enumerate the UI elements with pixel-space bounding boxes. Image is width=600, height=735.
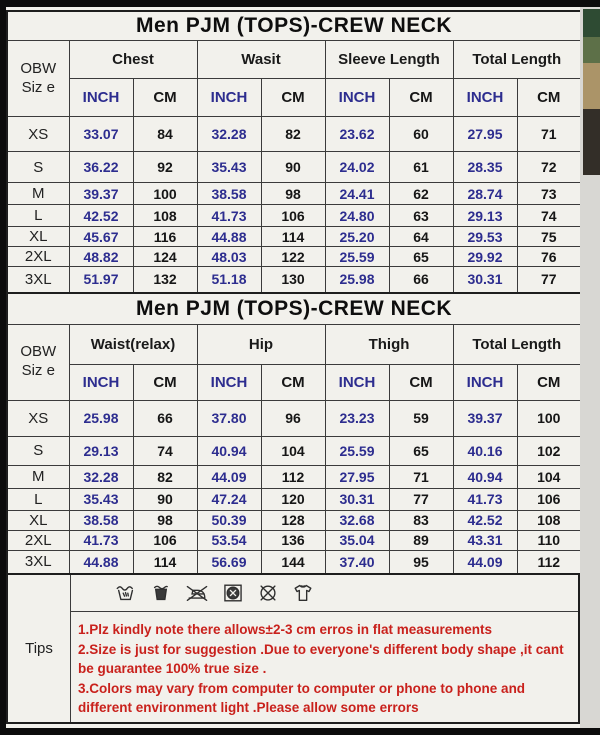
measure-cell: 84 xyxy=(133,117,197,152)
photo-strip xyxy=(580,7,600,728)
table-row xyxy=(7,227,581,247)
care-icons-row xyxy=(71,575,578,612)
measure-cell: 37.80 xyxy=(197,400,261,436)
measure-cell: 24.80 xyxy=(325,205,389,227)
table-title: Men PJM (TOPS)-CREW NECK xyxy=(7,11,581,41)
size-cell: 2XL xyxy=(7,247,69,267)
size-table-tops-upper xyxy=(6,10,582,294)
table-row xyxy=(7,510,581,530)
size-cell: XL xyxy=(7,510,69,530)
measure-cell: 51.18 xyxy=(197,267,261,293)
measure-cell: 95 xyxy=(389,550,453,574)
measure-cell: 60 xyxy=(389,117,453,152)
measure-cell: 102 xyxy=(517,436,581,465)
measure-cell: 35.43 xyxy=(69,488,133,510)
unit-header-cm: CM xyxy=(133,79,197,117)
measure-cell: 41.73 xyxy=(197,205,261,227)
photo-strip-segment xyxy=(583,109,600,175)
measure-cell: 35.43 xyxy=(197,152,261,183)
photo-strip-segment xyxy=(583,63,600,109)
measure-cell: 136 xyxy=(261,530,325,550)
measure-cell: 39.37 xyxy=(453,400,517,436)
measure-cell: 61 xyxy=(389,152,453,183)
tips-line: 3.Colors may vary from computer to computer or phone to phone and different environment light .Please allow some errors xyxy=(78,680,526,716)
measure-cell: 59 xyxy=(389,400,453,436)
measure-cell: 110 xyxy=(517,530,581,550)
unit-header-inch: INCH xyxy=(325,364,389,400)
measure-group-header: Hip xyxy=(197,324,325,364)
table-row xyxy=(7,488,581,510)
table-row xyxy=(7,465,581,488)
unit-header-cm: CM xyxy=(517,79,581,117)
measure-cell: 44.88 xyxy=(69,550,133,574)
size-cell: XL xyxy=(7,227,69,247)
measure-cell: 51.97 xyxy=(69,267,133,293)
measure-cell: 104 xyxy=(517,465,581,488)
measure-cell: 90 xyxy=(133,488,197,510)
size-column-header: OBW Siz e xyxy=(7,324,69,400)
table-row xyxy=(7,400,581,436)
measure-cell: 29.53 xyxy=(453,227,517,247)
measure-cell: 28.35 xyxy=(453,152,517,183)
measure-cell: 114 xyxy=(261,227,325,247)
measure-cell: 38.58 xyxy=(69,510,133,530)
measure-cell: 37.40 xyxy=(325,550,389,574)
measure-cell: 43.31 xyxy=(453,530,517,550)
measure-cell: 130 xyxy=(261,267,325,293)
measure-cell: 122 xyxy=(261,247,325,267)
do-not-tumble-dry-icon xyxy=(222,582,244,604)
measure-cell: 25.98 xyxy=(325,267,389,293)
unit-header-inch: INCH xyxy=(453,79,517,117)
do-not-iron-icon xyxy=(185,582,209,604)
table-row xyxy=(7,436,581,465)
measure-cell: 100 xyxy=(517,400,581,436)
measure-cell: 64 xyxy=(389,227,453,247)
unit-header-inch: INCH xyxy=(69,79,133,117)
measure-cell: 77 xyxy=(389,488,453,510)
measure-cell: 71 xyxy=(389,465,453,488)
measure-cell: 44.88 xyxy=(197,227,261,247)
table-row xyxy=(7,550,581,574)
size-cell: M xyxy=(7,183,69,205)
measure-cell: 100 xyxy=(133,183,197,205)
measure-cell: 104 xyxy=(261,436,325,465)
measure-cell: 42.52 xyxy=(69,205,133,227)
measure-group-header: Total Length xyxy=(453,41,581,79)
measure-cell: 47.24 xyxy=(197,488,261,510)
measure-cell: 108 xyxy=(517,510,581,530)
measure-group-header: Chest xyxy=(69,41,197,79)
measure-cell: 75 xyxy=(517,227,581,247)
size-chart-sheet xyxy=(6,7,580,728)
unit-header-cm: CM xyxy=(389,364,453,400)
measure-cell: 29.13 xyxy=(69,436,133,465)
measure-cell: 36.22 xyxy=(69,152,133,183)
hang-dry-icon xyxy=(292,582,314,604)
tips-section xyxy=(6,573,580,724)
measure-cell: 83 xyxy=(389,510,453,530)
size-column-header: OBW Siz e xyxy=(7,41,69,117)
measure-cell: 40.94 xyxy=(453,465,517,488)
measure-cell: 48.82 xyxy=(69,247,133,267)
size-cell: L xyxy=(7,488,69,510)
photo-strip-segment xyxy=(583,37,600,63)
measure-cell: 128 xyxy=(261,510,325,530)
measure-cell: 44.09 xyxy=(197,465,261,488)
measure-cell: 116 xyxy=(133,227,197,247)
size-cell: XS xyxy=(7,117,69,152)
table-row xyxy=(7,183,581,205)
measure-cell: 41.73 xyxy=(69,530,133,550)
measure-cell: 82 xyxy=(133,465,197,488)
wash-tub-dark-icon xyxy=(150,582,172,604)
unit-header-inch: INCH xyxy=(197,79,261,117)
table-row xyxy=(7,205,581,227)
measure-cell: 112 xyxy=(517,550,581,574)
table-row xyxy=(7,267,581,293)
measure-cell: 98 xyxy=(261,183,325,205)
measure-cell: 32.28 xyxy=(69,465,133,488)
measure-cell: 24.02 xyxy=(325,152,389,183)
size-cell: 2XL xyxy=(7,530,69,550)
measure-cell: 35.04 xyxy=(325,530,389,550)
hand-wash-icon xyxy=(115,582,137,604)
measure-cell: 25.59 xyxy=(325,436,389,465)
measure-cell: 62 xyxy=(389,183,453,205)
measure-cell: 24.41 xyxy=(325,183,389,205)
measure-cell: 73 xyxy=(517,183,581,205)
table-row xyxy=(7,117,581,152)
measure-cell: 106 xyxy=(261,205,325,227)
measure-cell: 30.31 xyxy=(453,267,517,293)
measure-cell: 82 xyxy=(261,117,325,152)
measure-cell: 98 xyxy=(133,510,197,530)
unit-header-cm: CM xyxy=(389,79,453,117)
measure-cell: 32.28 xyxy=(197,117,261,152)
measure-cell: 66 xyxy=(133,400,197,436)
measure-cell: 66 xyxy=(389,267,453,293)
table-row xyxy=(7,247,581,267)
measure-cell: 63 xyxy=(389,205,453,227)
measure-cell: 76 xyxy=(517,247,581,267)
measure-cell: 40.94 xyxy=(197,436,261,465)
unit-header-inch: INCH xyxy=(69,364,133,400)
measure-cell: 120 xyxy=(261,488,325,510)
tips-line: 2.Size is just for suggestion .Due to everyone's different body shape ,it cant be guarantee 100% true size . xyxy=(78,641,564,677)
tips-line: 1.Plz kindly note there allows±2-3 cm erros in flat measurements xyxy=(78,622,493,637)
size-cell: S xyxy=(7,436,69,465)
measure-cell: 72 xyxy=(517,152,581,183)
measure-cell: 23.62 xyxy=(325,117,389,152)
measure-cell: 45.67 xyxy=(69,227,133,247)
measure-cell: 132 xyxy=(133,267,197,293)
measure-cell: 48.03 xyxy=(197,247,261,267)
measure-cell: 96 xyxy=(261,400,325,436)
unit-header-cm: CM xyxy=(261,364,325,400)
table-title: Men PJM (TOPS)-CREW NECK xyxy=(7,293,581,325)
measure-cell: 108 xyxy=(133,205,197,227)
measure-cell: 77 xyxy=(517,267,581,293)
table-row xyxy=(7,152,581,183)
measure-cell: 33.07 xyxy=(69,117,133,152)
measure-cell: 25.20 xyxy=(325,227,389,247)
measure-cell: 41.73 xyxy=(453,488,517,510)
size-cell: 3XL xyxy=(7,550,69,574)
measure-group-header: Thigh xyxy=(325,324,453,364)
measure-cell: 32.68 xyxy=(325,510,389,530)
measure-group-header: Total Length xyxy=(453,324,581,364)
unit-header-inch: INCH xyxy=(453,364,517,400)
measure-cell: 30.31 xyxy=(325,488,389,510)
measure-cell: 40.16 xyxy=(453,436,517,465)
measure-cell: 25.59 xyxy=(325,247,389,267)
unit-header-inch: INCH xyxy=(197,364,261,400)
size-cell: 3XL xyxy=(7,267,69,293)
measure-cell: 42.52 xyxy=(453,510,517,530)
measure-cell: 27.95 xyxy=(453,117,517,152)
size-cell: XS xyxy=(7,400,69,436)
measure-cell: 71 xyxy=(517,117,581,152)
size-cell: S xyxy=(7,152,69,183)
measure-cell: 114 xyxy=(133,550,197,574)
measure-cell: 39.37 xyxy=(69,183,133,205)
unit-header-cm: CM xyxy=(133,364,197,400)
tips-text xyxy=(71,612,578,722)
measure-cell: 74 xyxy=(517,205,581,227)
measure-cell: 112 xyxy=(261,465,325,488)
measure-cell: 89 xyxy=(389,530,453,550)
tips-label: Tips xyxy=(8,575,71,722)
measure-group-header: Sleeve Length xyxy=(325,41,453,79)
size-cell: L xyxy=(7,205,69,227)
measure-cell: 74 xyxy=(133,436,197,465)
measure-cell: 50.39 xyxy=(197,510,261,530)
measure-group-header: Waist(relax) xyxy=(69,324,197,364)
do-not-dry-clean-icon xyxy=(257,582,279,604)
measure-cell: 29.13 xyxy=(453,205,517,227)
measure-cell: 56.69 xyxy=(197,550,261,574)
unit-header-inch: INCH xyxy=(325,79,389,117)
measure-cell: 53.54 xyxy=(197,530,261,550)
measure-group-header: Wasit xyxy=(197,41,325,79)
size-cell: M xyxy=(7,465,69,488)
measure-cell: 144 xyxy=(261,550,325,574)
measure-cell: 25.98 xyxy=(69,400,133,436)
unit-header-cm: CM xyxy=(261,79,325,117)
measure-cell: 65 xyxy=(389,436,453,465)
measure-cell: 44.09 xyxy=(453,550,517,574)
measure-cell: 27.95 xyxy=(325,465,389,488)
measure-cell: 38.58 xyxy=(197,183,261,205)
measure-cell: 28.74 xyxy=(453,183,517,205)
table-row xyxy=(7,530,581,550)
measure-cell: 106 xyxy=(517,488,581,510)
measure-cell: 106 xyxy=(133,530,197,550)
measure-cell: 90 xyxy=(261,152,325,183)
measure-cell: 124 xyxy=(133,247,197,267)
measure-cell: 65 xyxy=(389,247,453,267)
measure-cell: 29.92 xyxy=(453,247,517,267)
size-table-tops-lower xyxy=(6,292,582,576)
photo-strip-segment xyxy=(583,9,600,37)
unit-header-cm: CM xyxy=(517,364,581,400)
measure-cell: 23.23 xyxy=(325,400,389,436)
measure-cell: 92 xyxy=(133,152,197,183)
